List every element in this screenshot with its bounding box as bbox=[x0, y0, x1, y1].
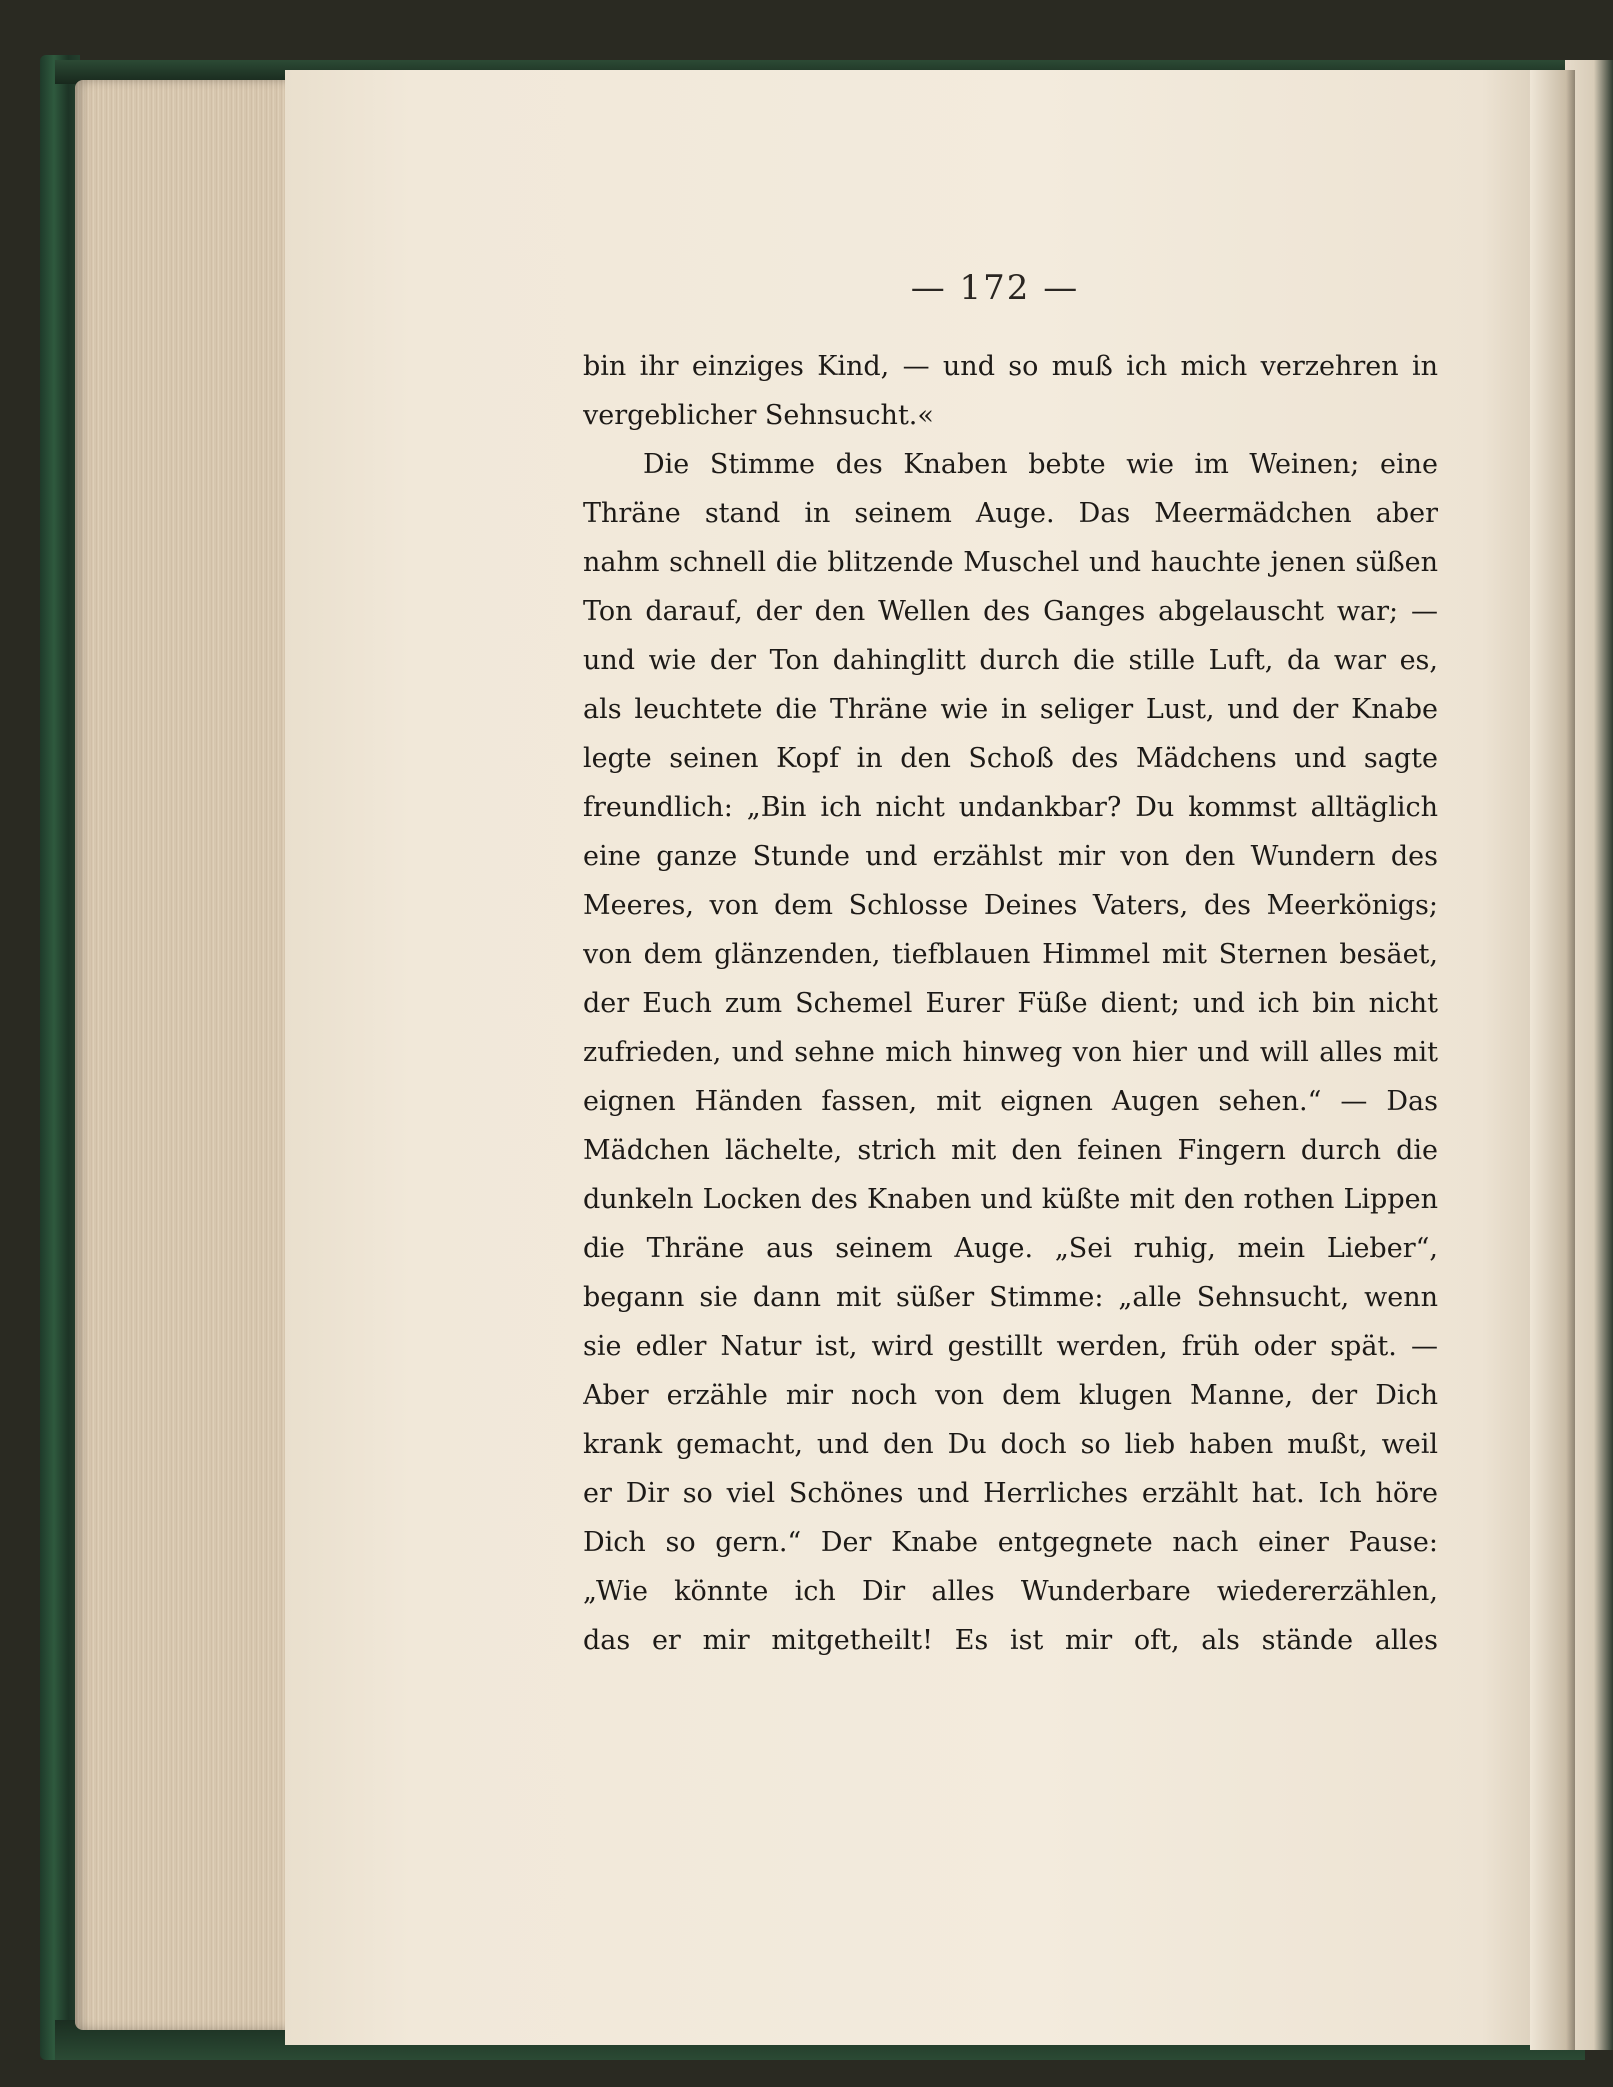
text-line: als leuchtete die Thräne wie in seliger Lust, und der Knabe bbox=[583, 694, 1438, 725]
text-line: Ton darauf, der den Wellen des Ganges abgelauscht war; — bbox=[583, 596, 1438, 627]
text-line: freundlich: „Bin ich nicht undankbar? Du kommst alltäglich bbox=[583, 792, 1438, 823]
text-line: von dem glänzenden, tiefblauen Himmel mit Sternen besäet, bbox=[583, 939, 1438, 970]
text-line: Mädchen lächelte, strich mit den feinen Fingern durch die bbox=[583, 1135, 1438, 1166]
text-line: eignen Händen fassen, mit eignen Augen sehen.“ — Das bbox=[583, 1086, 1438, 1117]
text-line: sie edler Natur ist, wird gestillt werden, früh oder spät. — bbox=[583, 1331, 1438, 1362]
text-line: Die Stimme des Knaben bebte wie im Weinen; eine bbox=[643, 449, 1438, 480]
page-edges bbox=[75, 80, 295, 2030]
text-line: und wie der Ton dahinglitt durch die stille Luft, da war es, bbox=[583, 645, 1438, 676]
text-line: vergeblicher Sehnsucht.« bbox=[583, 400, 934, 431]
text-line: zufrieden, und sehne mich hinweg von hier und will alles mit bbox=[583, 1037, 1438, 1068]
text-line: Aber erzähle mir noch von dem klugen Manne, der Dich bbox=[583, 1380, 1438, 1411]
text-line: nahm schnell die blitzende Muschel und hauchte jenen süßen bbox=[583, 547, 1438, 578]
text-line: begann sie dann mit süßer Stimme: „alle Sehnsucht, wenn bbox=[583, 1282, 1438, 1313]
page-number: — 172 — bbox=[910, 268, 1080, 308]
text-line: bin ihr einziges Kind, — und so muß ich mich verzehren in bbox=[583, 351, 1438, 382]
text-line: der Euch zum Schemel Eurer Füße dient; und ich bin nicht bbox=[583, 988, 1438, 1019]
page-gutter bbox=[1530, 70, 1575, 2050]
text-line: Meeres, von dem Schlosse Deines Vaters, des Meerkönigs; bbox=[583, 890, 1438, 921]
book-cover-spine bbox=[40, 55, 80, 2060]
text-line: er Dir so viel Schönes und Herrliches erzählt hat. Ich höre bbox=[583, 1478, 1438, 1509]
text-line: krank gemacht, und den Du doch so lieb haben mußt, weil bbox=[583, 1429, 1438, 1460]
text-line: „Wie könnte ich Dir alles Wunderbare wiedererzählen, bbox=[583, 1576, 1438, 1607]
text-line: Dich so gern.“ Der Knabe entgegnete nach einer Pause: bbox=[583, 1527, 1438, 1558]
text-line: legte seinen Kopf in den Schoß des Mädchens und sagte bbox=[583, 743, 1438, 774]
text-line: Thräne stand in seinem Auge. Das Meermädchen aber bbox=[583, 498, 1438, 529]
text-line: dunkeln Locken des Knaben und küßte mit den rothen Lippen bbox=[583, 1184, 1438, 1215]
text-line: die Thräne aus seinem Auge. „Sei ruhig, mein Lieber“, bbox=[583, 1233, 1438, 1264]
body-text bbox=[583, 342, 1438, 1665]
text-line: das er mir mitgetheilt! Es ist mir oft, als stände alles bbox=[583, 1625, 1438, 1656]
text-line: eine ganze Stunde und erzählst mir von den Wundern des bbox=[583, 841, 1438, 872]
